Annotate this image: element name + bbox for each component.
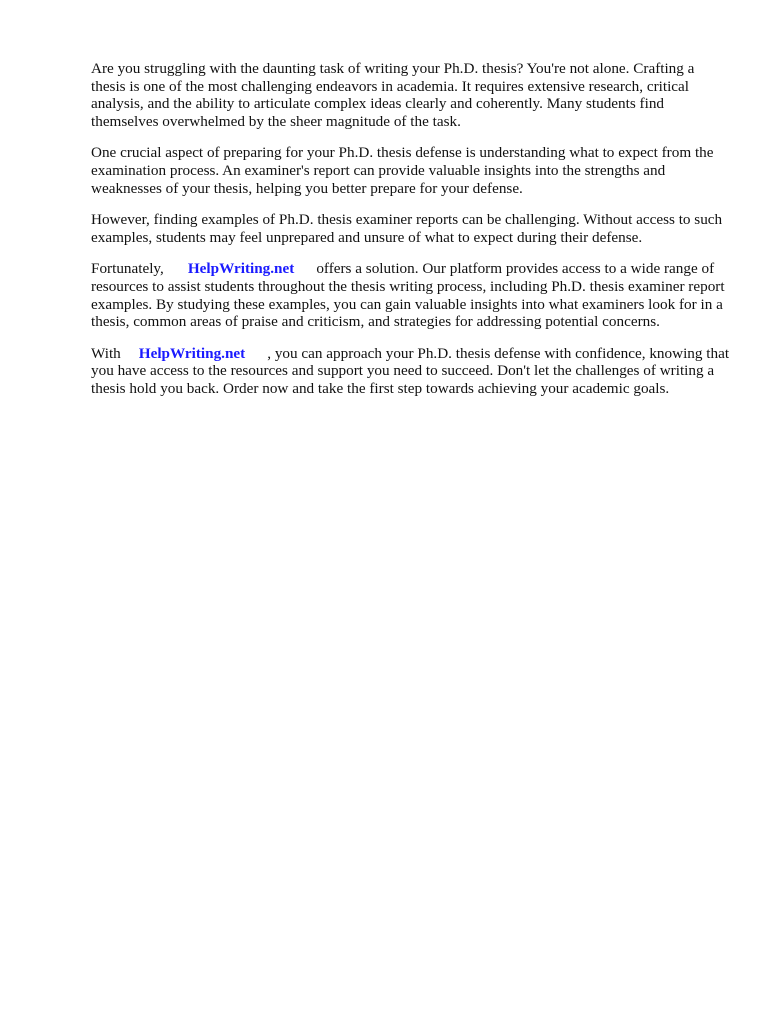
paragraph-solution [91, 260, 731, 330]
helpwriting-link-1[interactable]: HelpWriting.net [187, 260, 295, 278]
paragraph-closing [91, 345, 731, 398]
paragraph-challenge-text: However, finding examples of Ph.D. thesis examiner reports can be challenging. Without access to such examples, students may feel unprepared and unsure of what to expect during their defense. [91, 211, 723, 246]
paragraph-closing-lead: With [91, 344, 121, 362]
paragraph-intro [91, 60, 731, 130]
paragraph-challenge [91, 211, 731, 246]
paragraph-examination-text: One crucial aspect of preparing for your Ph.D. thesis defense is understanding what to expect from the examination process. An examiner's report can provide valuable insights into the strengths and weaknesses of your thesis, helping you better prepare for your defense. [91, 144, 714, 197]
paragraph-intro-text: Are you struggling with the daunting task of writing your Ph.D. thesis? You're not alone. Crafting a thesis is one of the most challenging endeavors in academia. It requires extensive research, critical analysis, and the ability to articulate complex ideas clearly and coherently. Many students find themselves overwhelmed by the sheer magnitude of the task. [91, 60, 695, 130]
helpwriting-link-2[interactable]: HelpWriting.net [138, 344, 246, 362]
paragraph-closing-text: , you can approach your Ph.D. thesis defense with confidence, knowing that you have access to the resources and support you need to succeed. Don't let the challenges of writing a thesis hold you back. Order now and take the first step towards achieving your academic goals. [91, 344, 730, 397]
document-body [91, 60, 731, 412]
paragraph-examination [91, 144, 731, 197]
paragraph-solution-text: offers a solution. Our platform provides access to a wide range of resources to assist students throughout the thesis writing process, including Ph.D. thesis examiner report examples. By studying these examples, you can gain valuable insights into what examiners look for in a thesis, common areas of praise and criticism, and strategies for addressing potential concerns. [91, 260, 725, 331]
paragraph-solution-lead: Fortunately, [91, 260, 164, 278]
